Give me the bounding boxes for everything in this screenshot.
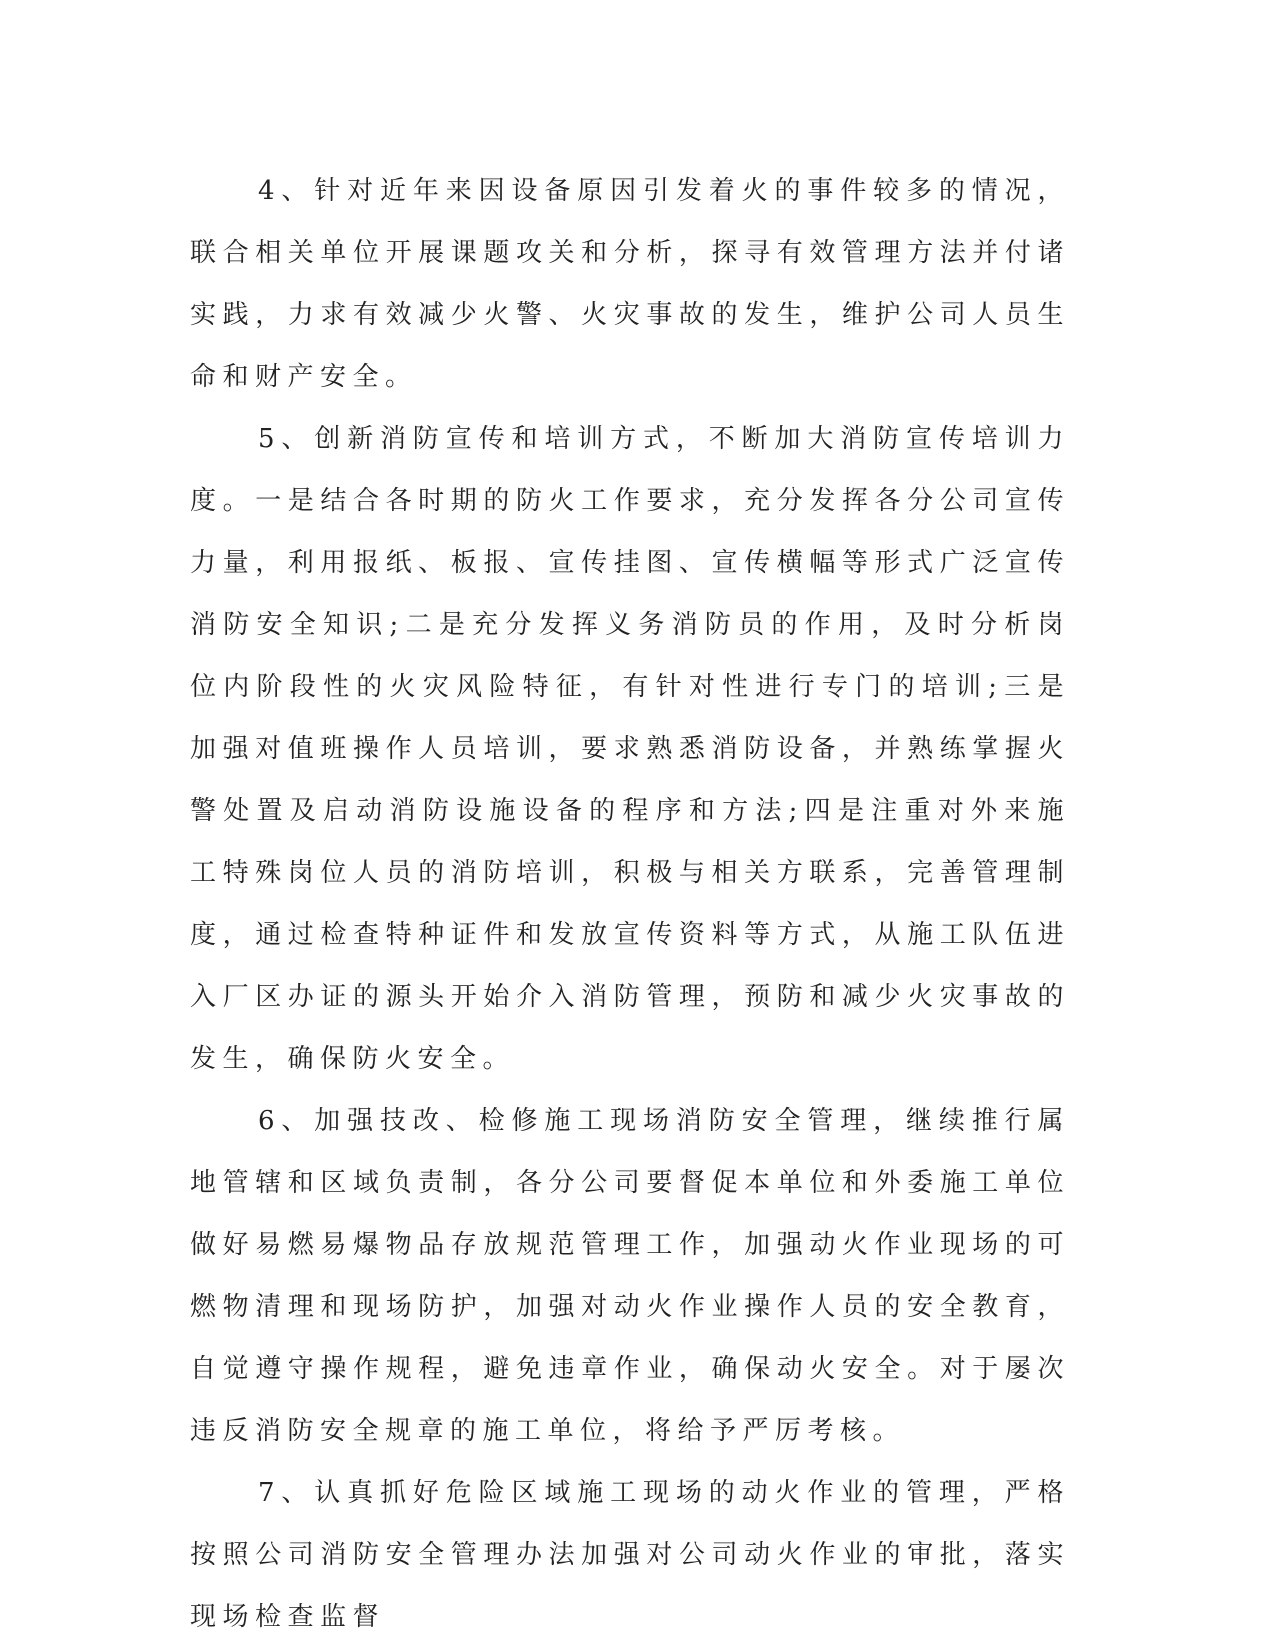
document-body [190,160,1070,1648]
paragraph-item-4: 4、针对近年来因设备原因引发着火的事件较多的情况，联合相关单位开展课题攻关和分析，探寻有效管理方法并付诸实践，力求有效减少火警、火灾事故的发生，维护公司人员生命和财产安全。 [190,176,1070,392]
paragraph-item-7: 7、认真抓好危险区域施工现场的动火作业的管理，严格按照公司消防安全管理办法加强对公司动火作业的审批，落实现场检查监督 [190,1478,1070,1632]
paragraph-item-5: 5、创新消防宣传和培训方式，不断加大消防宣传培训力度。一是结合各时期的防火工作要求，充分发挥各分公司宣传力量，利用报纸、板报、宣传挂图、宣传横幅等形式广泛宣传消防安全知识;二是充分发挥义务消防员的作用，及时分析岗位内阶段性的火灾风险特征，有针对性进行专门的培训;三是加强对值班操作人员培训，要求熟悉消防设备，并熟练掌握火警处置及启动消防设施设备的程序和方法;四是注重对外来施工特殊岗位人员的消防培训，积极与相关方联系，完善管理制度，通过检查特种证件和发放宣传资料等方式，从施工队伍进入厂区办证的源头开始介入消防管理，预防和减少火灾事故的发生，确保防火安全。 [190,424,1070,1074]
paragraph-item-6: 6、加强技改、检修施工现场消防安全管理，继续推行属地管辖和区域负责制，各分公司要督促本单位和外委施工单位做好易燃易爆物品存放规范管理工作，加强动火作业现场的可燃物清理和现场防护，加强对动火作业操作人员的安全教育，自觉遵守操作规程，避免违章作业，确保动火安全。对于屡次违反消防安全规章的施工单位，将给予严厉考核。 [190,1106,1070,1446]
